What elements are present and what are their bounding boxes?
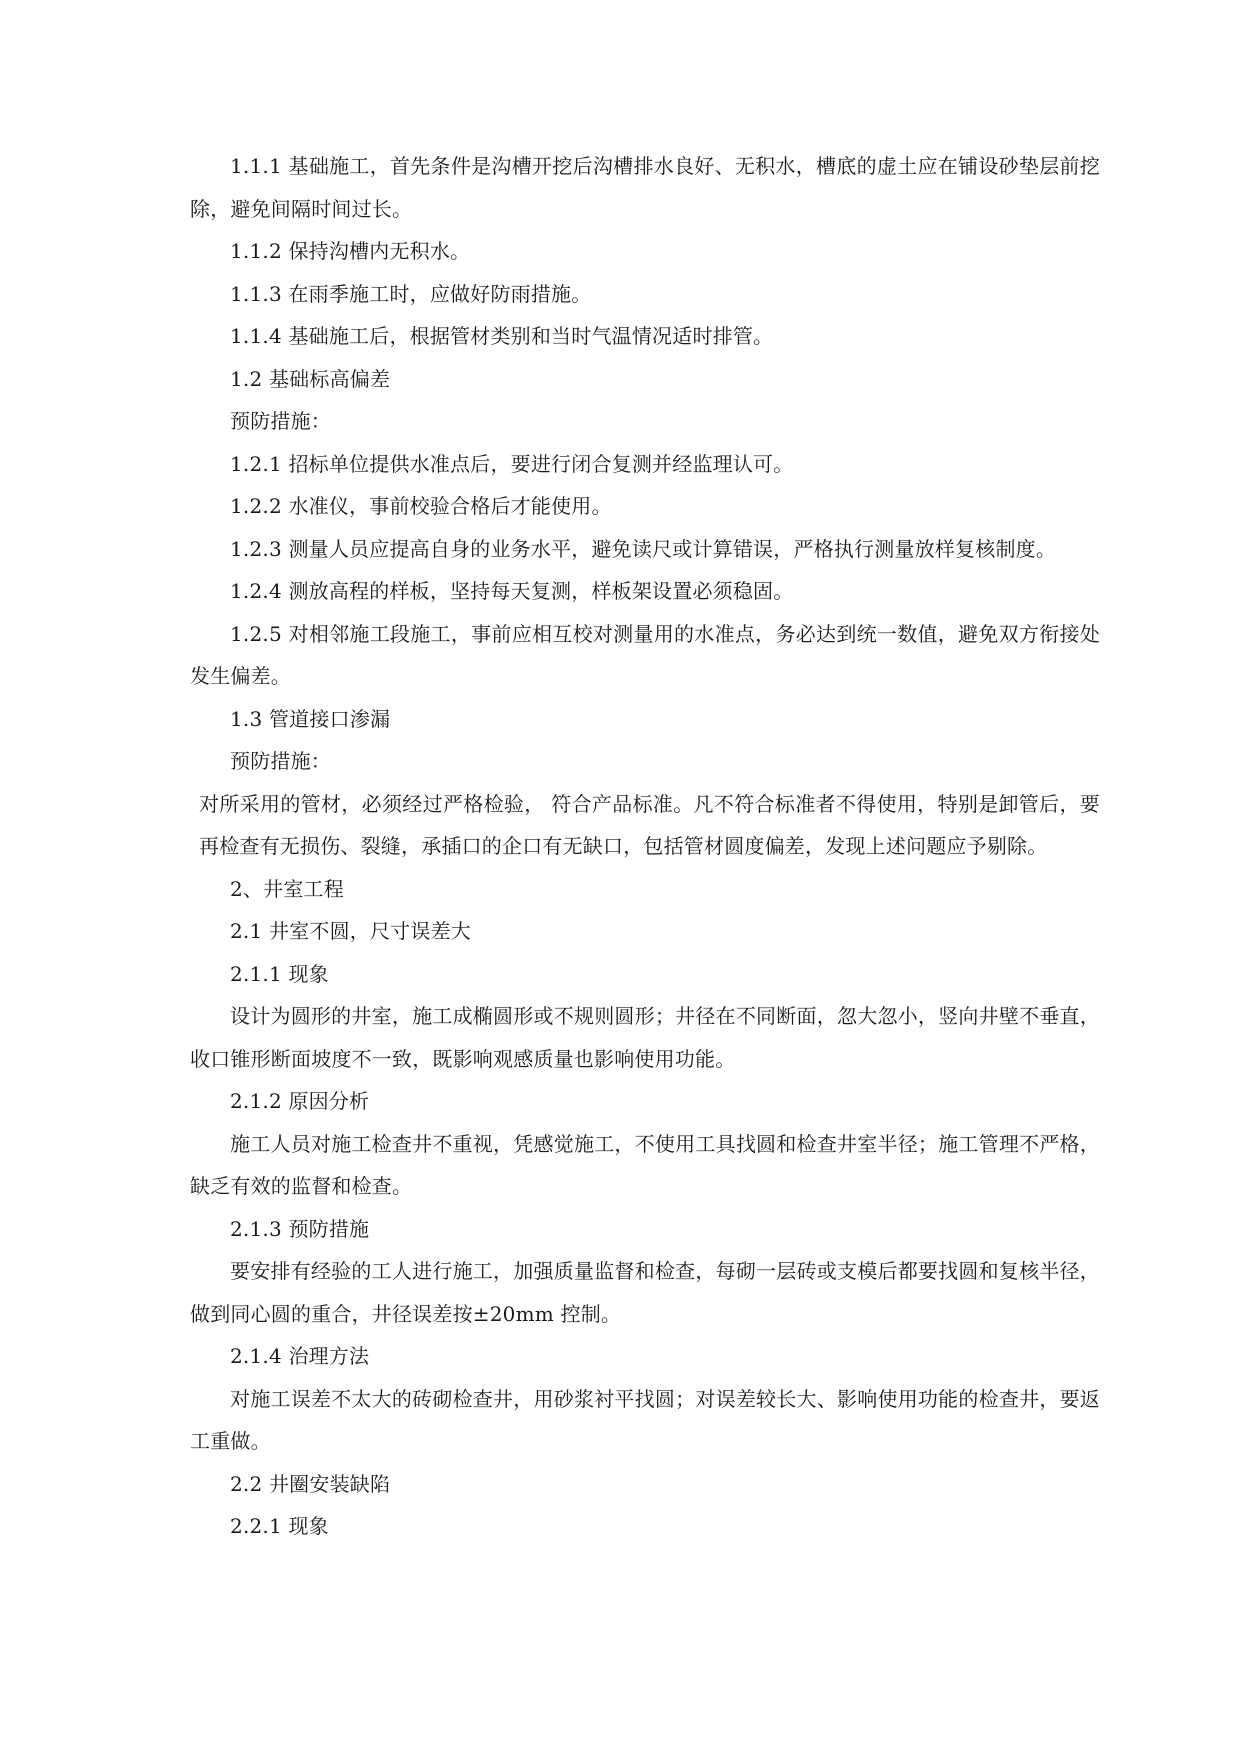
heading-2-2-1: 2.2.1 现象 — [230, 1514, 329, 1538]
paragraph-1-2-3: 1.2.3 测量人员应提高自身的业务水平，避免读尺或计算错误，严格执行测量放样复核制度。 — [230, 536, 1057, 561]
paragraph-pipe-inspection: 对所采用的管材，必须经过严格检验， 符合产品标准。凡不符合标准者不得使用，特别是卸管后，要再检查有无损伤、裂缝，承插口的企口有无缺口，包括管材圆度偏差，发现上述问题应予剔除。 — [199, 791, 1100, 858]
paragraph-1-2-1: 1.2.1 招标单位提供水准点后，要进行闭合复测并经监理认可。 — [230, 451, 794, 476]
paragraph-1-2-4: 1.2.4 测放高程的样板，坚持每天复测，样板架设置必须稳固。 — [230, 579, 794, 603]
paragraph-1-1-4: 1.1.4 基础施工后，根据管材类别和当时气温情况适时排管。 — [230, 324, 774, 348]
heading-2-1: 2.1 井室不圆，尺寸误差大 — [230, 919, 471, 943]
document-body — [190, 145, 1100, 1548]
heading-2-1-2: 2.1.2 原因分析 — [230, 1089, 370, 1113]
heading-2: 2、井室工程 — [230, 876, 344, 901]
heading-2-1-3: 2.1.3 预防措施 — [230, 1216, 370, 1241]
paragraph-1-2-5: 1.2.5 对相邻施工段施工，事前应相互校对测量用的水准点，务必达到统一数值，避免双方衔接处发生偏差。 — [190, 621, 1100, 688]
heading-1-2: 1.2 基础标高偏差 — [230, 366, 391, 391]
heading-2-1-1: 2.1.1 现象 — [230, 961, 329, 986]
paragraph-prevention-label-1: 预防措施： — [230, 409, 331, 433]
heading-2-2: 2.2 井圈安装缺陷 — [230, 1471, 391, 1496]
paragraph-2-1-2: 施工人员对施工检查井不重视，凭感觉施工，不使用工具找圆和检查井室半径；施工管理不严格，缺乏有效的监督和检查。 — [190, 1131, 1100, 1198]
paragraph-prevention-label-2: 预防措施： — [230, 749, 331, 773]
paragraph-2-1-1: 设计为圆形的井室，施工成椭圆形或不规则圆形；井径在不同断面，忽大忽小，竖向井壁不垂直，收口锥形断面坡度不一致，既影响观感质量也影响使用功能。 — [190, 1004, 1100, 1071]
paragraph-1-1-1: 1.1.1 基础施工，首先条件是沟槽开挖后沟槽排水良好、无积水，槽底的虚土应在铺设砂垫层前挖除，避免间隔时间过长。 — [190, 154, 1100, 221]
heading-2-1-4: 2.1.4 治理方法 — [230, 1344, 370, 1368]
paragraph-1-1-2: 1.1.2 保持沟槽内无积水。 — [230, 239, 471, 263]
paragraph-1-1-3: 1.1.3 在雨季施工时，应做好防雨措施。 — [230, 281, 592, 306]
heading-1-3: 1.3 管道接口渗漏 — [230, 706, 391, 731]
paragraph-2-1-3: 要安排有经验的工人进行施工，加强质量监督和检查，每砌一层砖或支模后都要找圆和复核半径，做到同心圆的重合，井径误差按±20mm 控制。 — [190, 1259, 1100, 1326]
paragraph-2-1-4: 对施工误差不太大的砖砌检查井，用砂浆衬平找圆；对误差较长大、影响使用功能的检查井，要返工重做。 — [190, 1386, 1100, 1453]
paragraph-1-2-2: 1.2.2 水准仪，事前校验合格后才能使用。 — [230, 494, 612, 518]
